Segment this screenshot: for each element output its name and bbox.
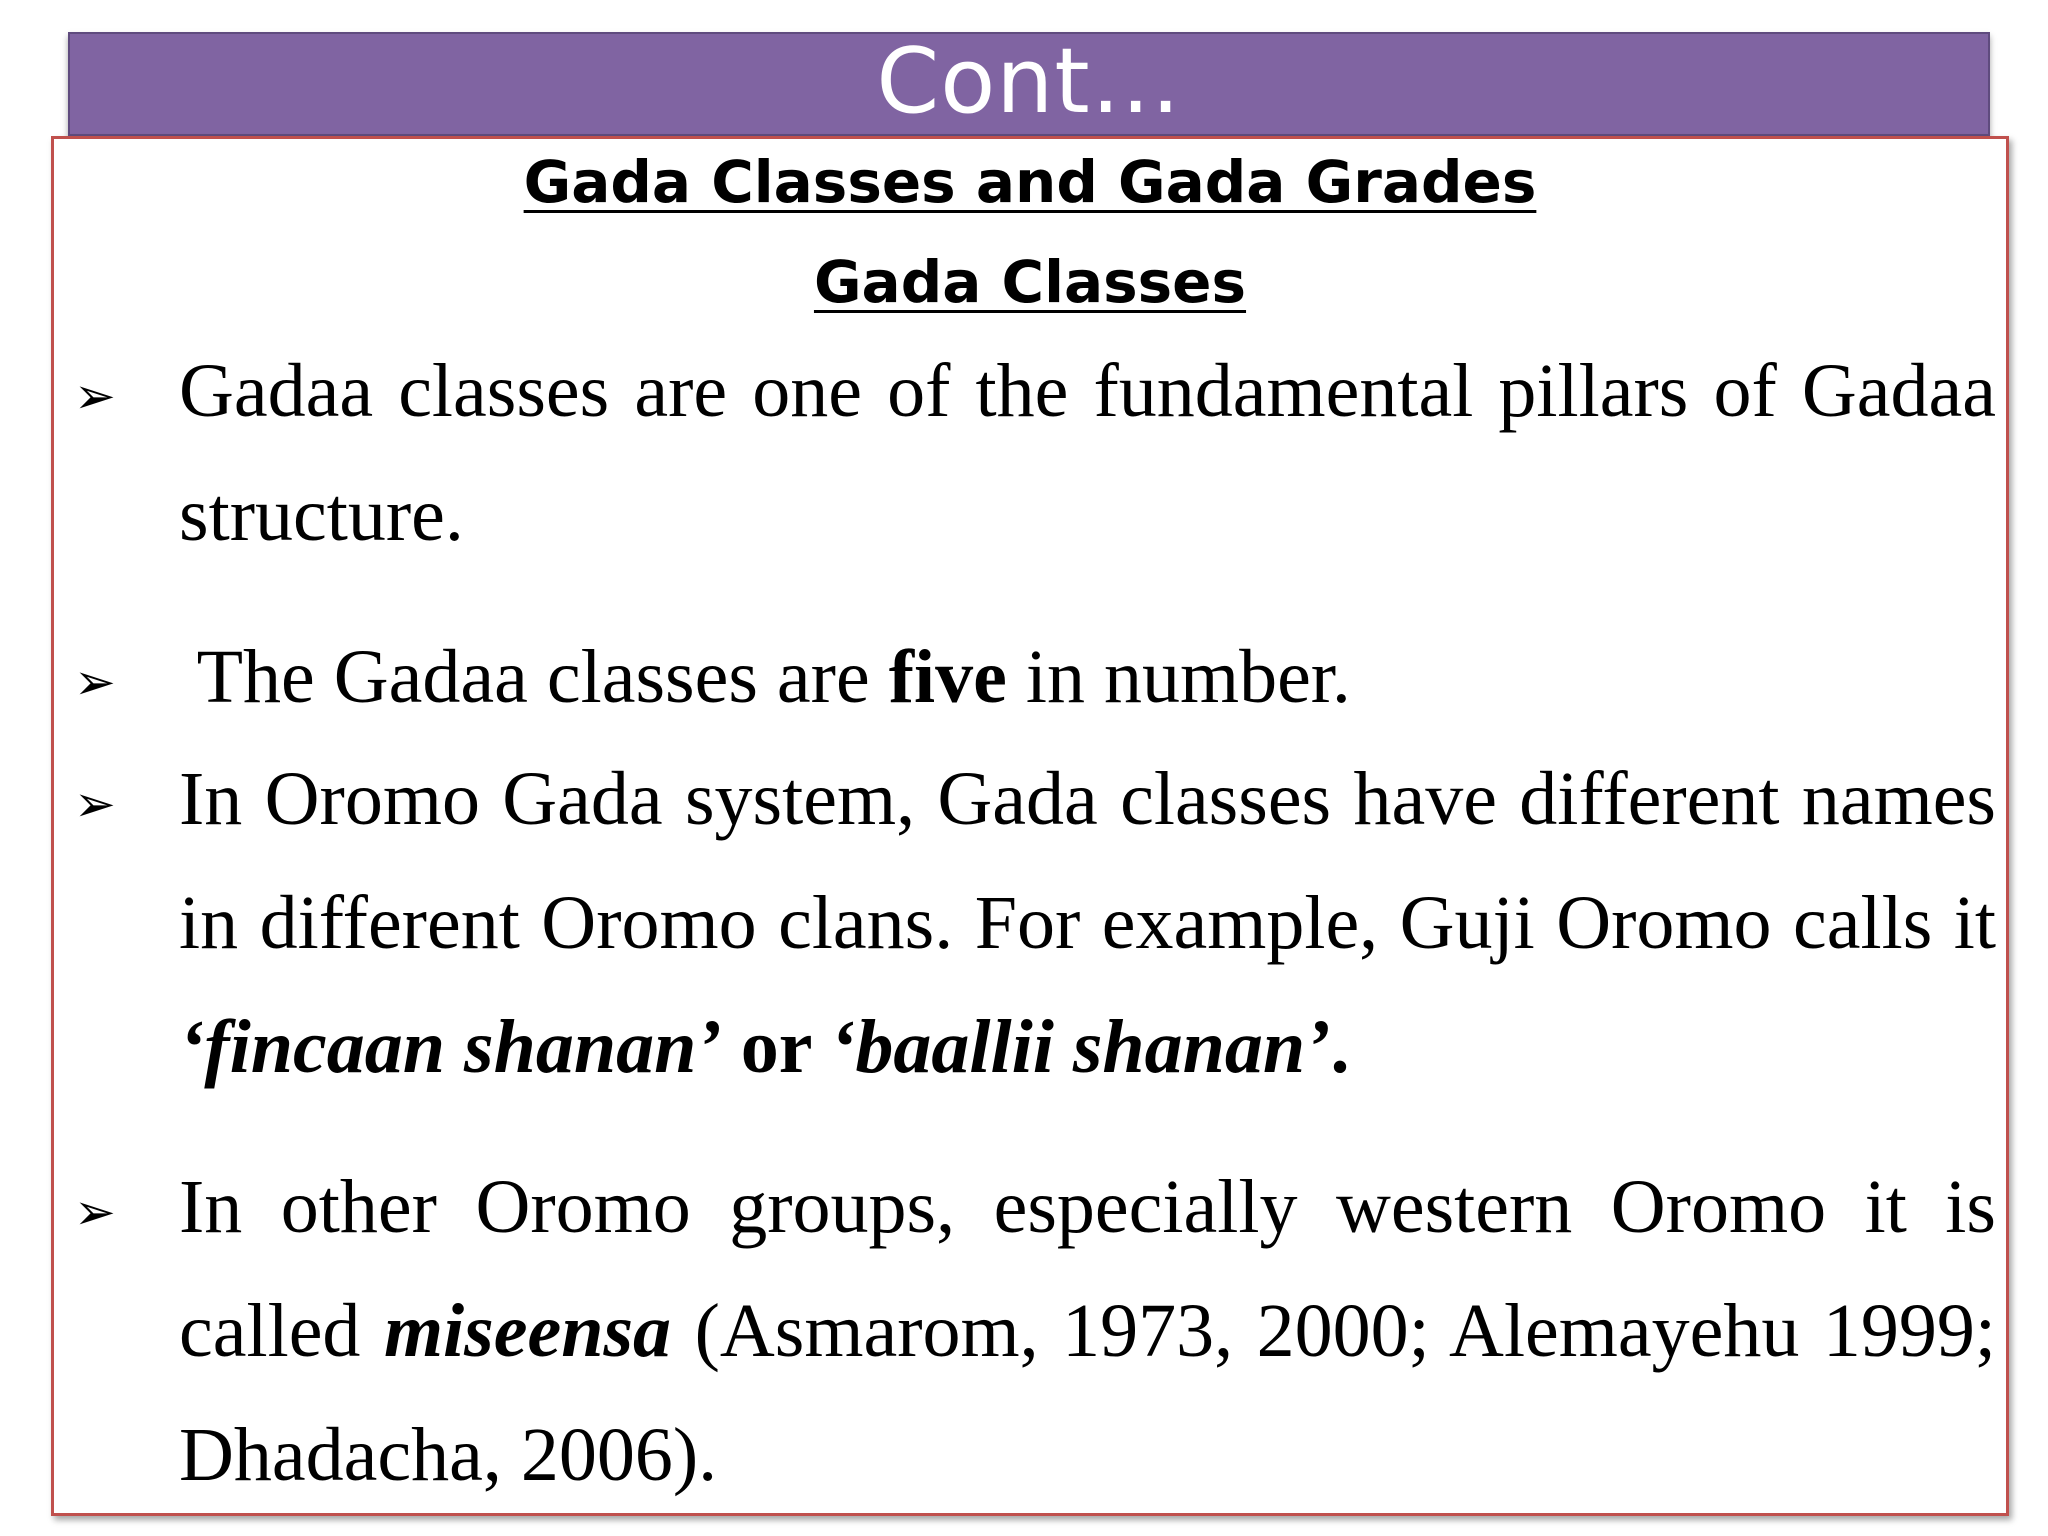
bullet-term-bold-italic: ‘baallii shanan’ — [830, 1005, 1331, 1089]
subsection-heading-text: Gada Classes — [813, 248, 1247, 316]
arrow-bullet-icon: ➢ — [74, 653, 116, 711]
bullet-text — [179, 329, 1996, 577]
bullet-text — [179, 737, 1996, 1109]
bullet-text-plain: Gadaa classes are one of the fundamental pillars of Gadaa structure. — [179, 349, 1996, 557]
arrow-bullet-icon: ➢ — [74, 775, 116, 833]
bullet-text-bold: or — [721, 1005, 831, 1089]
bullet-term-bold-italic: ‘fincaan shanan’ — [179, 1005, 722, 1089]
section-heading-text: Gada Classes and Gada Grades — [523, 148, 1537, 216]
bullet-text-plain: (Asmarom, 1973, 2000; Alemayehu 1999; Dhadacha, 2006). — [179, 1289, 1996, 1497]
bullet-text-plain: In other Oromo groups, especially western Oromo it is called — [179, 1165, 1996, 1373]
slide-title: Cont… — [876, 29, 1182, 134]
bullet-item — [74, 1145, 1996, 1516]
bullet-text-bold: five — [888, 635, 1007, 719]
bullet-text — [179, 615, 1996, 739]
section-heading — [54, 149, 2006, 215]
bullet-item — [74, 329, 1996, 577]
arrow-bullet-icon: ➢ — [74, 1183, 116, 1241]
subsection-heading — [54, 249, 2006, 315]
bullet-text-plain: in number. — [1006, 635, 1351, 719]
bullet-term-bold-italic: miseensa — [383, 1289, 672, 1373]
slide-title-bar — [68, 29, 1990, 136]
bullet-text-plain: In Oromo Gada system, Gada classes have different names in different Oromo clans. For example, Guji Oromo calls it — [179, 757, 1996, 965]
bullet-item — [74, 737, 1996, 1109]
bullet-text-plain: The Gadaa classes are — [179, 635, 889, 719]
bullet-item — [74, 615, 1996, 739]
content-box — [51, 136, 2009, 1516]
arrow-bullet-icon: ➢ — [74, 367, 116, 425]
bullet-text-bold: . — [1330, 1005, 1350, 1089]
bullet-text — [179, 1145, 1996, 1516]
